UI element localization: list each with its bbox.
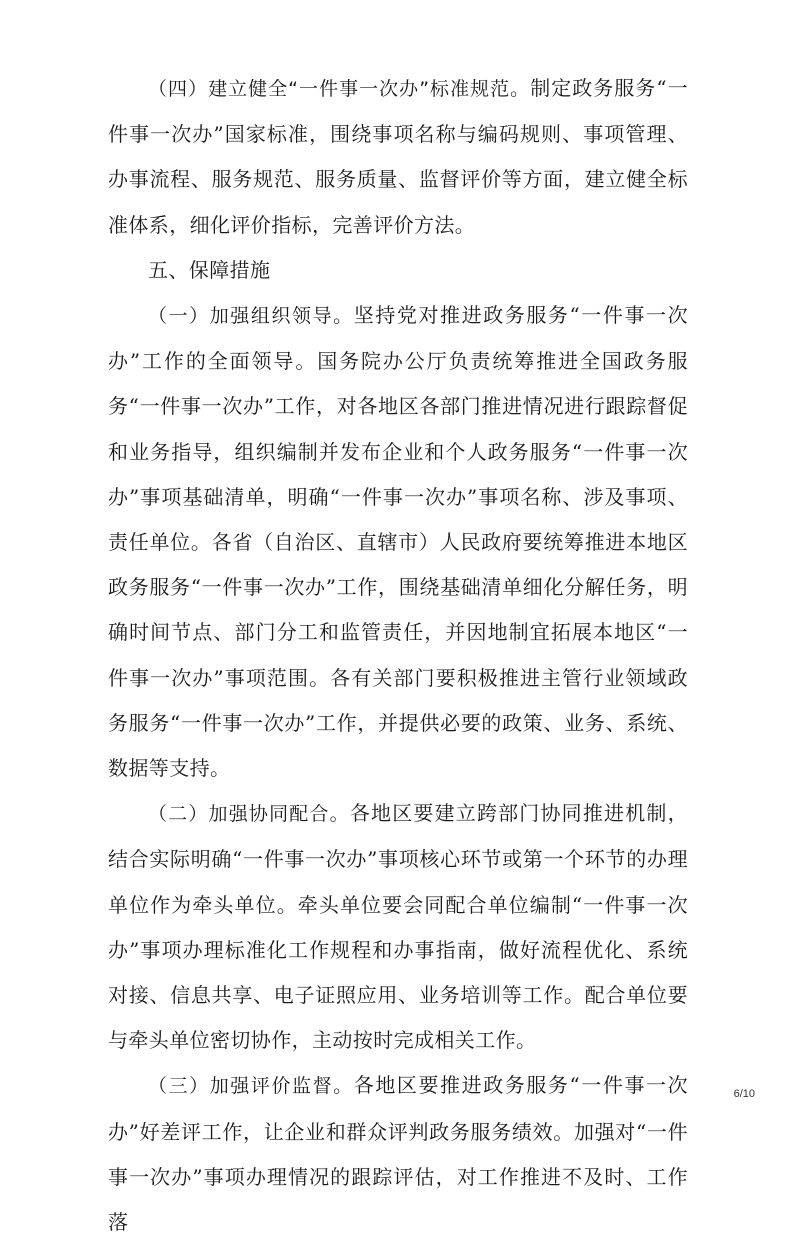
paragraph-lead: （二）加强协同配合。 <box>148 803 350 826</box>
paragraph-coordination <box>108 791 688 1063</box>
section-heading: 五、保障措施 <box>148 257 271 282</box>
paragraph-evaluation-supervision <box>108 1063 688 1245</box>
document-body <box>108 66 688 1245</box>
paragraph-standards <box>108 66 688 248</box>
paragraph-organization-leadership <box>108 293 688 791</box>
paragraph-lead: （三）加强评价监督。 <box>148 1075 354 1098</box>
paragraph-lead: （一）加强组织领导。 <box>148 305 354 328</box>
paragraph-lead: （四）建立健全“一件事一次办”标准规范。 <box>148 78 531 100</box>
page-number: 6/10 <box>733 1088 755 1100</box>
paragraph-body: 各地区要推进政务服务“一件事一次办”好差评工作，让企业和群众评判政务服务绩效。加强对“一件事一次办”事项办理情况的跟踪评估，对工作推进不及时、工作落 <box>108 1073 688 1235</box>
paragraph-body: 各地区要建立跨部门协同推进机制，结合实际明确“一件事一次办”事项核心环节或第一个环节的办理单位作为牵头单位。牵头单位要会同配合单位编制“一件事一次办”事项办理标准化工作规程和办事指南，做好流程优化、系统对接、信息共享、电子证照应用、业务培训等工作。配合单位要与牵头单位密切协作，主动按时完成相关工作。 <box>108 801 688 1053</box>
paragraph-body: 坚持党对推进政务服务“一件事一次办”工作的全面领导。国务院办公厅负责统筹推进全国政务服务“一件事一次办”工作，对各地区各部门推进情况进行跟踪督促和业务指导，组织编制并发布企业和个人政务服务“一件事一次办”事项基础清单，明确“一件事一次办”事项名称、涉及事项、责任单位。各省（自治区、直辖市）人民政府要统筹推进本地区政务服务“一件事一次办”工作，围绕基础清单细化分解任务，明确时间节点、部门分工和监管责任，并因地制宜拓展本地区“一件事一次办”事项范围。各有关部门要积极推进主管行业领域政务服务“一件事一次办”工作，并提供必要的政策、业务、系统、数据等支持。 <box>108 303 688 781</box>
paragraph-body: 制定政务服务“一件事一次办”国家标准，围绕事项名称与编码规则、事项管理、办事流程、服务规范、服务质量、监督评价等方面，建立健全标准体系，细化评价指标，完善评价方法。 <box>108 76 688 237</box>
